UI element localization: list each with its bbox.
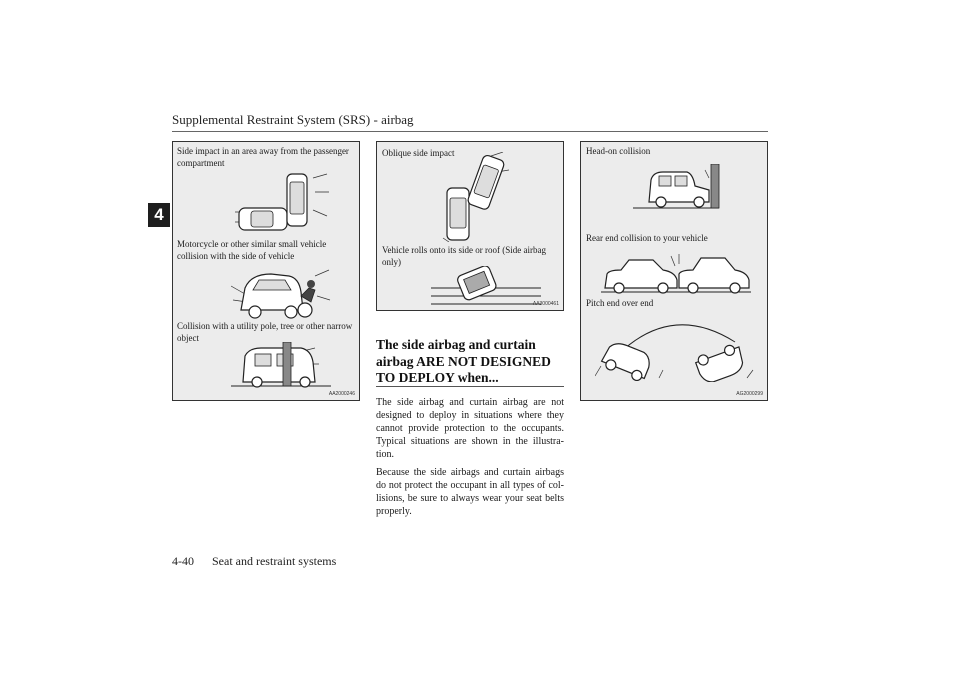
page-header-title: Supplemental Restraint System (SRS) - airbag: [172, 112, 414, 127]
caption-pitch-end-over-end: Pitch end over end: [586, 298, 654, 308]
head-on-collision-illustration: [629, 164, 725, 214]
caption-vehicle-rollover: Vehicle rolls onto its side or roof (Side airbag only): [382, 245, 546, 267]
caption-motorcycle-collision: Motorcycle or other similar small vehicle collision with the side of vehicle: [177, 239, 327, 261]
pitch-end-over-end-illustration: [595, 310, 755, 382]
illustration-panel-left: [172, 141, 360, 401]
footer-section-name: Seat and restraint systems: [212, 554, 337, 568]
header-divider: [172, 131, 768, 132]
illustration-code: AA3000461: [532, 301, 559, 307]
side-impact-away-illustration: [231, 170, 331, 238]
oblique-side-impact-illustration: [439, 152, 509, 242]
caption-rear-end-collision: Rear end collision to your vehicle: [586, 233, 708, 243]
body-paragraph: The side airbag and curtain airbag are not designed to deploy in situations where they cannot provide protection to the occupants. Typical situations are shown in the illustra-tion.: [376, 397, 564, 460]
rear-end-collision-illustration: [601, 252, 751, 296]
utility-pole-collision-illustration: [231, 342, 331, 388]
illustration-panel-middle: [376, 141, 564, 311]
body-paragraph: Because the side airbags and curtain airbags do not protect the occupant in all types of col-lisions, be sure to always wear your seat belts properly.: [376, 467, 564, 517]
caption-oblique-side-impact: Oblique side impact: [382, 148, 455, 158]
caption-utility-pole-collision: Collision with a utility pole, tree or other narrow object: [177, 321, 353, 343]
motorcycle-collision-illustration: [231, 266, 331, 322]
footer-page-number: 4-40: [172, 554, 194, 568]
illustration-code: AG2000299: [736, 391, 763, 397]
chapter-tab: 4: [148, 203, 170, 227]
illustration-panel-right: [580, 141, 768, 401]
heading-divider: [376, 386, 564, 387]
caption-head-on-collision: Head-on collision: [586, 146, 651, 156]
caption-side-impact-away: Side impact in an area away from the passenger compartment: [177, 146, 349, 168]
section-heading: The side airbag and curtain airbag ARE NOT DESIGNED TO DEPLOY when...: [376, 337, 551, 385]
vehicle-rollover-illustration: [431, 266, 541, 306]
illustration-code: AA2000246: [328, 391, 355, 397]
